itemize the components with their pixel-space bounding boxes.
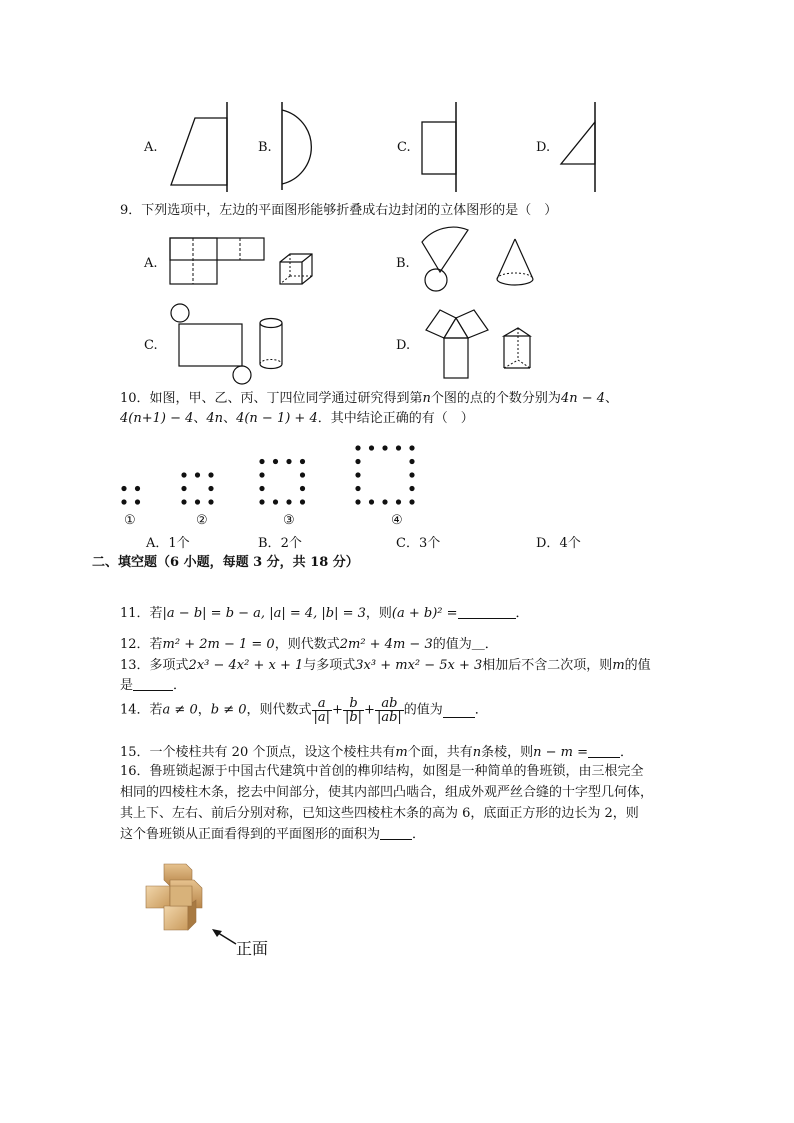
dot-figure-2	[208, 499, 213, 504]
dot-figure-4	[355, 445, 360, 450]
dot-figure-4	[409, 472, 414, 477]
q8-option-d-figure	[555, 100, 600, 195]
q13-line2: 是 ．	[120, 678, 187, 693]
dot-figure-3	[286, 459, 291, 464]
dot-figure-2	[195, 499, 200, 504]
dot-figure-4	[355, 459, 360, 464]
q14-fraction-3: $\frac{ab}{|ab|}$	[376, 696, 402, 725]
dot-figure-3	[259, 459, 264, 464]
q8-option-c-figure	[418, 100, 463, 195]
q16-line1: 16．鲁班锁起源于中国古代建筑中首创的榫卯结构，如图是一种简单的鲁班锁，由三根完全	[120, 764, 644, 779]
front-view-label: 正面	[236, 939, 269, 958]
dot-figure-4	[409, 499, 414, 504]
dot-figure-1	[135, 499, 140, 504]
q10-option-c: C．3个	[396, 536, 441, 551]
q9-option-c-letter: C.	[144, 338, 158, 353]
dot-figure-1	[135, 486, 140, 491]
dot-figure-1	[121, 499, 126, 504]
q10-dot-figures	[112, 426, 452, 522]
dot-figure-3	[300, 472, 305, 477]
q13-answer-blank[interactable]	[133, 677, 173, 691]
q16-answer-blank[interactable]	[380, 826, 412, 840]
q10-option-a: A．1个	[146, 536, 190, 551]
dot-figure-3	[259, 472, 264, 477]
q12: 12．若m² + 2m − 1 = 0，则代数式2m² + 4m − 3的值为＿．	[120, 637, 498, 652]
section-2-title: 二、填空题（6 小题，每题 3 分，共 18 分）	[92, 555, 359, 570]
q9-option-b-letter: B.	[396, 256, 410, 271]
dot-figure-2	[181, 499, 186, 504]
q9-option-d-net	[418, 306, 494, 386]
dot-figure-4	[409, 445, 414, 450]
q16-line3: 其上下、左右、前后分别对称，已知这些四棱柱木条的高为 6，底面正方形的边长为 2，则	[120, 806, 639, 821]
q9-option-b-net	[420, 228, 475, 294]
dot-figure-2	[181, 486, 186, 491]
q11: 11．若|a − b| = b − a, |a| = 4, |b| = 3，则(a + b)² = ．	[120, 606, 529, 621]
q10-figure-label-3: ③	[283, 513, 295, 528]
q15: 15．一个棱柱共有 20 个顶点，设这个棱柱共有m个面，共有n条棱，则n − m = ．	[120, 745, 633, 760]
dot-figure-4	[355, 472, 360, 477]
q9-option-d-letter: D.	[396, 338, 411, 353]
q9-option-a-cube	[278, 252, 314, 288]
q8-option-b-letter: B.	[258, 140, 272, 155]
dot-figure-4	[355, 499, 360, 504]
q13-line1: 13．多项式2x³ − 4x² + x + 1与多项式3x³ + mx² − 5x + 3相加后不含二次项，则m的值	[120, 658, 651, 673]
q10-stem-line1: 10．如图，甲、乙、丙、丁四位同学通过研究得到第n个图的点的个数分别为4n − 4、	[120, 391, 619, 406]
dot-figure-4	[396, 445, 401, 450]
dot-figure-2	[181, 472, 186, 477]
dot-figure-4	[369, 445, 374, 450]
q14-answer-blank[interactable]	[443, 704, 475, 718]
q10-figure-label-2: ②	[196, 513, 208, 528]
q9-option-c-net	[168, 302, 258, 388]
q8-option-b-figure	[278, 100, 328, 195]
q16-line2: 相同的四棱柱木条，挖去中间部分，使其内部凹凸啮合，组成外观严丝合缝的十字型几何体，	[120, 785, 654, 800]
dot-figure-2	[208, 472, 213, 477]
q9-option-a-letter: A.	[144, 256, 158, 271]
q8-option-a-letter: A.	[144, 140, 158, 155]
q10-option-d: D．4个	[536, 536, 581, 551]
dot-figure-3	[273, 459, 278, 464]
dot-figure-4	[409, 486, 414, 491]
dot-figure-2	[208, 486, 213, 491]
dot-figure-1	[121, 486, 126, 491]
q10-figure-label-1: ①	[124, 513, 136, 528]
dot-figure-4	[382, 499, 387, 504]
dot-figure-4	[355, 486, 360, 491]
q8-option-d-letter: D.	[536, 140, 551, 155]
q15-answer-blank[interactable]	[588, 744, 620, 758]
dot-figure-3	[273, 499, 278, 504]
dot-figure-3	[286, 499, 291, 504]
q16-line4: 这个鲁班锁从正面看得到的平面图形的面积为 ．	[120, 827, 426, 842]
q9-stem: 9．下列选项中，左边的平面图形能够折叠成右边封闭的立体图形的是（ ）	[120, 203, 558, 218]
q11-answer-blank[interactable]	[458, 605, 516, 619]
dot-figure-2	[195, 472, 200, 477]
q14: 14．若a ≠ 0，b ≠ 0，则代数式 $\frac{a}{|a|}$ + $\frac{b}{|b|}$ + $\frac{ab}{|ab|}$ 的值为 ．	[120, 696, 488, 725]
dot-figure-3	[300, 459, 305, 464]
dot-figure-3	[259, 499, 264, 504]
q14-fraction-2: $\frac{b}{|b|}$	[344, 696, 363, 725]
q9-option-c-cylinder	[258, 316, 286, 372]
dot-figure-4	[369, 499, 374, 504]
luban-lock-image	[142, 862, 214, 932]
q10-stem-line2: 4(n+1) − 4、4n、4(n − 1) + 4．其中结论正确的有（ ）	[120, 411, 474, 426]
dot-figure-4	[396, 499, 401, 504]
q8-option-a-figure	[165, 100, 235, 195]
q9-option-d-prism	[500, 326, 534, 374]
q14-fraction-1: $\frac{a}{|a|}$	[313, 696, 331, 725]
dot-figure-3	[300, 486, 305, 491]
dot-figure-4	[409, 459, 414, 464]
q10-option-b: B．2个	[258, 536, 302, 551]
q8-option-c-letter: C.	[397, 140, 411, 155]
q9-option-a-net	[168, 236, 268, 288]
q9-option-b-cone	[494, 237, 536, 289]
q10-figure-label-4: ④	[391, 513, 403, 528]
dot-figure-3	[259, 486, 264, 491]
dot-figure-3	[300, 499, 305, 504]
dot-figure-4	[382, 445, 387, 450]
